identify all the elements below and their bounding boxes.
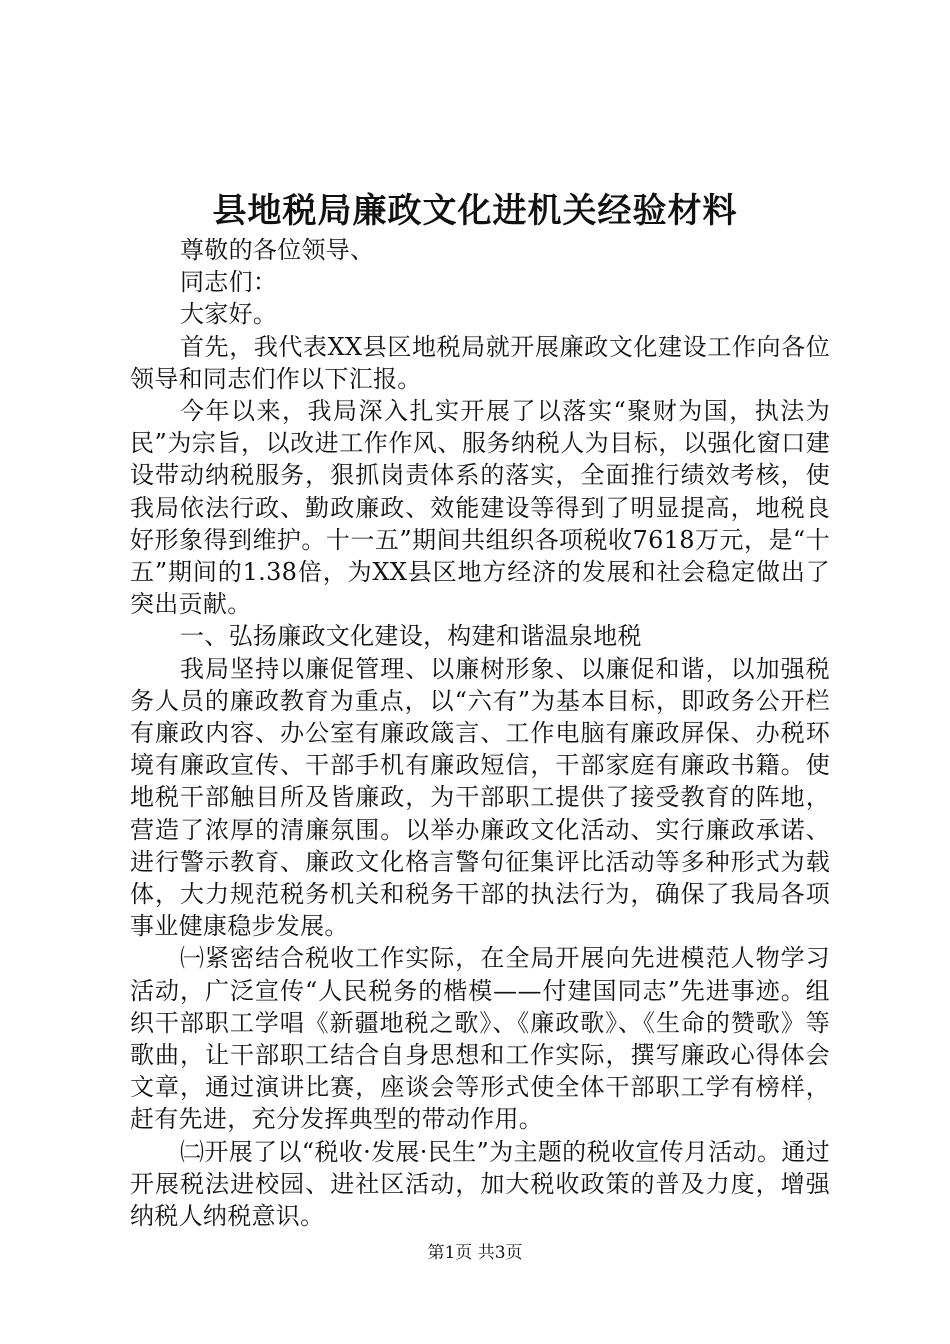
paragraph-item-2: ㈡开展了以“税收·发展·民生”为主题的税收宣传月活动。通过开展税法进校园、进社区活动，加大税收政策的普及力度，增强纳税人纳税意识。 <box>130 1137 830 1231</box>
greeting: 大家好。 <box>180 300 278 329</box>
paragraph-intro: 首先，我代表XX县区地税局就开展廉政文化建设工作向各位领导和同志们作以下汇报。 <box>130 332 830 393</box>
document-body <box>130 234 830 1232</box>
paragraph-section-1: 我局坚持以廉促管理、以廉树形象、以廉促和谐，以加强税务人员的廉政教育为重点，以“六有”为基本目标，即政务公开栏有廉政内容、办公室有廉政箴言、工作电脑有廉政屏保、办税环境有廉政宣传、干部手机有廉政短信，干部家庭有廉政书籍。使地税干部触目所及皆廉政，为干部职工提供了接受教育的阵地，营造了浓厚的清廉氛围。以举办廉政文化活动、实行廉政承诺、进行警示教育、廉政文化格言警句征集评比活动等多种形式为载体，大力规范税务机关和税务干部的执法行为，确保了我局各项事业健康稳步发展。 <box>130 654 830 941</box>
paragraph-overview: 今年以来，我局深入扎实开展了以落实“聚财为国，执法为民”为宗旨，以改进工作作风、服务纳税人为目标，以强化窗口建设带动纳税服务，狠抓岗责体系的落实，全面推行绩效考核，使我局依法行政、勤政廉政、效能建设等得到了明显提高，地税良好形象得到维护。十一五”期间共组织各项税收7618万元，是“十五”期间的1.38倍，为XX县区地方经济的发展和社会稳定做出了突出贡献。 <box>130 397 830 619</box>
document-title: 县地税局廉政文化进机关经验材料 <box>212 191 738 231</box>
section-heading-1: 一、弘扬廉政文化建设，构建和谐温泉地税 <box>180 622 642 651</box>
page-number-footer: 第1页 共3页 <box>427 1243 523 1263</box>
salutation-leaders: 尊敬的各位领导、 <box>180 236 375 264</box>
paragraph-item-1: ㈠紧密结合税收工作实际，在全局开展向先进模范人物学习活动，广泛宣传“人民税务的楷模——付建国同志”先进事迹。组织干部职工学唱《新疆地税之歌》、《廉政歌》、《生命的赞歌》等歌曲，让干部职工结合自身思想和工作实际，撰写廉政心得体会文章，通过演讲比赛，座谈会等形式使全体干部职工学有榜样，赶有先进，充分发挥典型的带动作用。 <box>130 944 830 1134</box>
salutation-comrades: 同志们： <box>180 268 278 297</box>
